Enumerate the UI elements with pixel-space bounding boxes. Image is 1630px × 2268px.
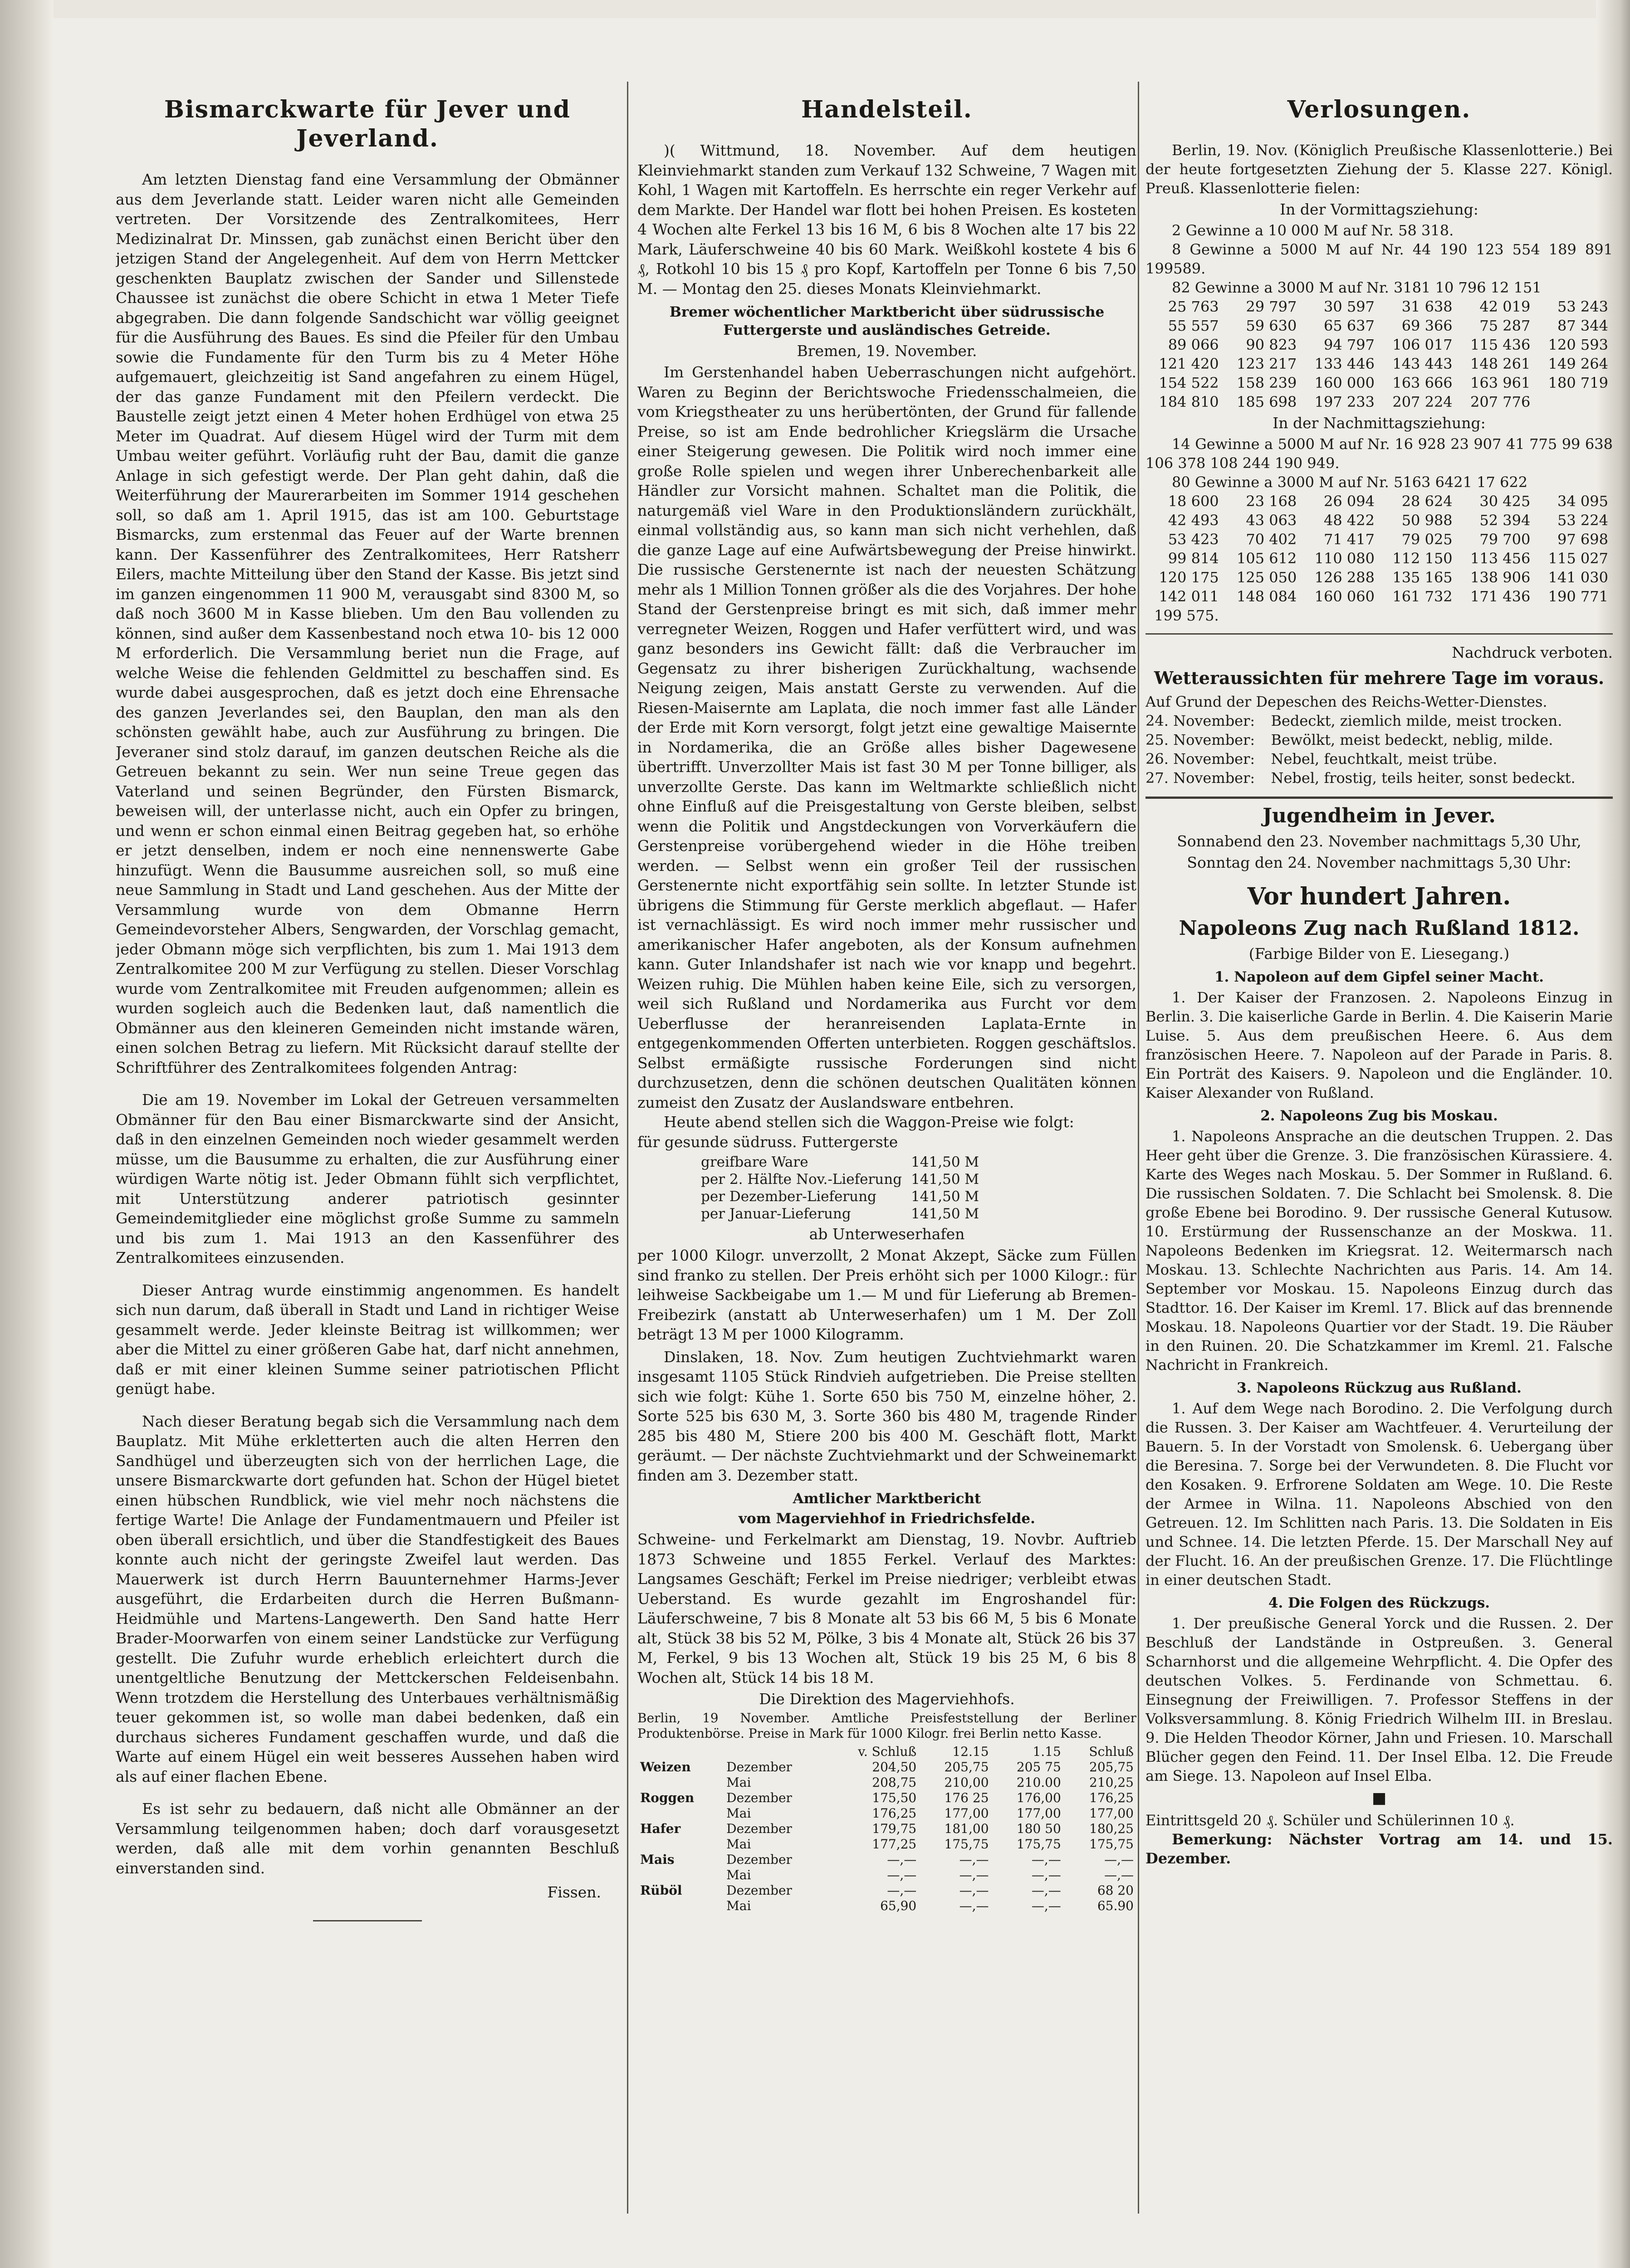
number-grid-afternoon — [1145, 492, 1613, 625]
lottery-number: 29 797 — [1246, 298, 1297, 315]
lottery-number: 30 597 — [1324, 298, 1375, 315]
bourse-table — [637, 1744, 1136, 1914]
lottery-number: 25 763 — [1168, 298, 1219, 315]
table-row: per Januar-Lieferung 141,50 M — [701, 1206, 979, 1222]
ornament-icon: ■ — [1371, 1789, 1387, 1807]
table-row: per 2. Hälfte Nov.-Lieferung 141,50 M — [701, 1171, 979, 1188]
lottery-number: 197 233 — [1314, 393, 1375, 411]
table-row: Mais Dezember —,— —,— —,— —,— — [640, 1852, 1134, 1867]
report-signature: Die Direktion des Magerviehhofs. — [759, 1690, 1015, 1708]
lottery-number: 160 060 — [1314, 588, 1375, 605]
lottery-number: 52 394 — [1479, 512, 1531, 529]
lottery-number: 43 063 — [1246, 512, 1297, 529]
lottery-intro: Berlin, 19. Nov. (Königlich Preußische Klassenlotterie.) Bei der heute fortgesetzten Ziehung der 5. Klasse 227. Königl. Preuß. Klassenlotterie fielen: — [1145, 142, 1613, 197]
table-row: 27. November: Nebel, frostig, teils heiter, sonst bedeckt. — [1145, 769, 1576, 787]
paragraph: Im Gerstenhandel haben Ueberraschungen nicht aufgehört. Waren zu Beginn der Berichtswoche Friedensschalmeien, die vom Kriegstheater zu uns herübertönten, der Grund für fallende Preise, so ist am Ende bedrohlicher Kriegslärm die Ursache einer Steigerung gewesen. Die Politik wird noch immer eine große Rolle spielen und wegen ihrer Unberechenbarkeit alle Händler zur Vorsicht mahnen. Schaltet man die Politik, die naturgemäß viel Ware in den Produktionsländern zurückhält, einmal vollständig aus, so kann man sich nicht verhehlen, daß die ganze Lage auf eine Aufwärtsbewegung der Preise hinwirkt. Die russische Gerstenernte ist nach der neuesten Schätzung mehr als 1 Million Tonnen größer als die des Vorjahres. Der hohe Stand der Gerstenpreise bringt es mit sich, daß immer mehr verregneter Weizen, Roggen und Hafer verfüttert wird, und was ganz besonders ins Gewicht fällt: daß die Verbraucher im Gegensatz zu ihrer bisherigen Zurückhaltung, wachsende Neigung zeigen, Mais anstatt Gerste zu verwenden. Auf die Riesen-Maisernte am Laplata, die noch immer fast alle Länder der Erde mit Korn versorgt, folgt jetzt eine gewaltige Maisernte in Nordamerika, die an Größe alles bisher Dagewesene übertrifft. Unverzollter Mais ist fast 30 M per Tonne billiger, als unverzollte Gerste. Das kann im Weltmarkte schließlich nicht ohne Einfluß auf die Preisgestaltung von Gerste bleiben, selbst wenn die Politik und Angstdeckungen von Vorverkäufern die Gerstenpreise vorübergehend wieder in die Höhe treiben werden. — Selbst wenn ein großer Teil der russischen Gerstenernte nicht exportfähig sein sollte. In letzter Stunde ist übrigens die Stimmung für Gerste merklich abgeflaut. — Hafer ist vernachlässigt. Es wird noch immer mehr russischer und amerikanischer Hafer angeboten, als der Konsum aufnehmen kann. Guter Inlandshafer ist nach wie vor knapp und begehrt. Weizen ruhig. Die Mühlen haben keine Eile, sich zu versorgen, weil sich Rußland und Nordamerika aus Furcht vor dem Ueberflusse der heranreisenden Laplata-Ernte in entgegenkommenden Offerten unterbieten. Roggen geschäftslos. Selbst ermäßigte russische Forderungen sind nicht durchzusetzen, denn die schönen deutschen Qualitäten können zumeist den Zusatz der Auslandsware entbehren. — [637, 363, 1136, 1111]
section-title: Verlosungen. — [1287, 96, 1471, 123]
page-binding-edge — [0, 0, 54, 2268]
paragraph: Am letzten Dienstag fand eine Versammlung der Obmänner aus dem Jeverlande statt. Leider waren nicht alle Gemeinden vertreten. Der Vorsitzende des Zentralkomitees, Herr Medizinalrat Dr. Minssen, gab zunächst einen Bericht über den jetzigen Stand der Angelegenheit. Auf dem von Herrn Mettcker geschenkten Bauplatz zwischen der Sander und Sillenstede Chaussee ist zunächst die obere Schicht in etwa 1 Meter Tiefe abgegraben. Die dann folgende Sandschicht war völlig geeignet für die Ausführung des Baues. Es sind die Pfeiler für den Umbau sowie die Fundamente für den Turm bis zu 4 Meter Höhe aufgemauert, gleichzeitig ist Sand angefahren zu einem Hügel, der das ganze Fundament mit den Pfeilern verdeckt. Die Baustelle zeigt jetzt einen 4 Meter hohen Erdhügel von etwa 25 Meter im Quadrat. Auf diesem Hügel wird der Turm mit dem Umbau weiter geführt. Vorläufig ruht der Bau, damit die ganze Anlage in sich gefestigt werde. Der Plan geht dahin, daß die Weiterführung der Maurerarbeiten im Sommer 1914 geschehen soll, so daß am 1. April 1915, das ist am 100. Geburtstage Bismarcks, zum erstenmal das Feuer auf der Warte brennen kann. Der Kassenführer des Zentralkomitees, Herr Ratsherr Eilers, machte Mitteilung über den Stand der Kasse. Bis jetzt sind im ganzen eingenommen 11 900 M, verausgabt sind 8300 M, so daß noch 3600 M in Kasse blieben. Um den Bau vollenden zu können, sind außer dem Kassenbestand noch etwa 10- bis 12 000 M erforderlich. Die Versammlung beriet nun die Frage, auf welche Weise die fehlenden Geldmittel zu beschaffen sind. Es wurde dabei ausgesprochen, daß es jetzt doch eine Ehrensache des ganzen Jeverlandes sei, den Bauplan, den man als den schönsten gewählt habe, auch zur Ausführung zu bringen. Die Jeveraner sind stolz darauf, im ganzen deutschen Reiche als die Getreuen bekannt zu sein. Wer nun seine Treue gegen das Vaterland und seinen Begründer, den Fürsten Bismarck, beweisen will, der unterlasse nicht, auch ein Opfer zu bringen, und wenn er schon einmal einen Beitrag gegeben hat, so erhöhe er jetzt denselben, indem er noch eine nennenswerte Gabe hinzufügt. Wenn die Bausumme ausreichen soll, so muß eine neue Sammlung in Stadt und Land geschehen. Aus der Mitte der Versammlung wurde von dem Obmanne Herrn Gemeindevorsteher Albers, Sengwarden, der Vorschlag gemacht, jeder Obmann möge sich verpflichten, bis zum 1. Mai 1913 dem Zentralkomitee 200 M zur Verfügung zu stellen. Dieser Vorschlag wurde vom Zentralkomitee mit Freuden aufgenommen; allein es wurden sogleich auch die Bedenken laut, daß namentlich die Obmänner aus den kleineren Gemeinden nicht imstande wären, einen solchen Betrag zu liefern. Mit Rücksicht darauf stellte der Schriftführer des Zentralkomitees folgenden Antrag: — [116, 171, 619, 1076]
lottery-number: 79 025 — [1401, 531, 1453, 548]
lottery-number: 133 446 — [1314, 355, 1375, 372]
lottery-number: 79 700 — [1479, 531, 1531, 548]
lottery-number: 171 436 — [1470, 588, 1531, 605]
report-title-bremen: Bremer wöchentlicher Marktbericht über südrussische Futtergerste und ausländisches Getreide. — [669, 304, 1105, 338]
lottery-number: 34 095 — [1557, 493, 1608, 510]
part-list: 1. Auf dem Wege nach Borodino. 2. Die Verfolgung durch die Russen. 3. Der Kaiser am Wachtfeuer. 4. Verurteilung der Bauern. 5. In der Vorstadt von Smolensk. 6. Uebergang über die Beresina. 7. Sorge bei der Verwundeten. 8. Die Flucht vor den Kosaken. 9. Erfrorene Soldaten am Wege. 10. Die Reste der Armee in Wilna. 11. Napoleons Abschied von den Getreuen. 12. Im Schlitten nach Paris. 13. Die Soldaten in Eis und Schnee. 14. Die letzten Pferde. 15. Der Marschall Ney auf der Flucht. 16. An der preußischen Grenze. 17. Die Flüchtlinge in einer deutschen Stadt. — [1145, 1400, 1613, 1589]
weather-title: Wetteraussichten für mehrere Tage im voraus. — [1154, 668, 1605, 688]
report-title-magerviehhof: Amtlicher Marktbericht — [793, 1491, 981, 1507]
column-rule-2 — [1138, 82, 1139, 2214]
lottery-number: 23 168 — [1246, 493, 1297, 510]
divider — [1145, 797, 1613, 799]
market-report-wittmund: )( Wittmund, 18. November. Auf dem heutigen Kleinviehmarkt standen zum Verkauf 132 Schweine, 7 Wagen mit Kohl, 1 Wagen mit Kartoffeln. Es herrschte ein reger Verkehr auf dem Markte. Der Handel war flott bei hohen Preisen. Es kosteten 4 Wochen alte Ferkel 13 bis 16 M, 6 bis 8 Wochen alte 17 bis 22 Mark, Läuferschweine 40 bis 60 Mark. Weißkohl kostete 4 bis 6 ₰, Rotkohl 10 bis 15 ₰ pro Kopf, Kartoffeln per Tonne 6 bis 7,50 M. — Montag den 25. dieses Monats Kleinviehmarkt. — [637, 142, 1136, 298]
table-row: Hafer Dezember 179,75 181,00 180 50 180,25 — [640, 1821, 1134, 1836]
table-row: per Dezember-Lieferung 141,50 M — [701, 1188, 979, 1205]
lottery-number: 120 593 — [1548, 336, 1608, 353]
column-handelsteil — [637, 77, 1136, 2218]
lottery-number: 126 288 — [1314, 569, 1375, 586]
lottery-number: 113 456 — [1470, 550, 1531, 567]
column-rule-1 — [627, 82, 628, 2214]
part-title: 2. Napoleons Zug bis Moskau. — [1260, 1108, 1498, 1124]
lottery-number: 30 425 — [1479, 493, 1531, 510]
lottery-number: 163 666 — [1392, 374, 1453, 391]
lottery-number: 142 011 — [1159, 588, 1219, 605]
lottery-number: 97 698 — [1557, 531, 1608, 548]
article-title: Bismarckwarte für Jever und Jeverland. — [164, 96, 571, 152]
part-list: 1. Der preußische General Yorck und die Russen. 2. Der Beschluß der Landstände in Ostpreußen. 3. General Scharnhorst und die allgemeine Wehrpflicht. 4. Die Opfer des deutschen Volkes. 5. Ferdinande von Schmettau. 6. Einsegnung der Freiwilligen. 7. Professor Steffens in der Volksversammlung. 8. König Friedrich Wilhelm III. in Breslau. 9. Die Helden Theodor Körner, Jahn und Friesen. 10. Marschall Blücher gegen den Feind. 11. Der Insel Elba. 12. Die Freude am Siege. 13. Napoleon auf Insel Elba. — [1145, 1615, 1613, 1784]
lottery-number: 180 719 — [1548, 374, 1608, 391]
lottery-number: 48 422 — [1324, 512, 1375, 529]
lottery-number: 105 612 — [1237, 550, 1297, 567]
table-row: 26. November: Nebel, feuchtkalt, meist trübe. — [1145, 750, 1498, 767]
table-row: Mai 176,25 177,00 177,00 177,00 — [726, 1806, 1134, 1821]
divider — [313, 1920, 422, 1921]
table-header-row: v. Schluß 12.15 1.15 Schluß — [858, 1744, 1134, 1759]
price-table-heading: für gesunde südruss. Futtergerste — [637, 1133, 898, 1151]
paragraph: per 1000 Kilogr. unverzollt, 2 Monat Akzept, Säcke zum Füllen sind franko zu stellen. Der Preis erhöht sich per 1000 Kilogr.: für leihweise Sackbeigabe um 1.— M und für Lieferung ab Bremen-Freibezirk (anstatt ab Unterweserhafen) um 1 M. Der Zoll beträgt 13 M per 1000 Kilogramm. — [637, 1246, 1136, 1343]
table-row: Roggen Dezember 175,50 176 25 176,00 176,25 — [640, 1790, 1134, 1805]
lottery-number: 190 771 — [1548, 588, 1608, 605]
part-title: 1. Napoleon auf dem Gipfel seiner Macht. — [1214, 969, 1544, 985]
column-verlosungen — [1145, 77, 1613, 2218]
lottery-number: 125 050 — [1237, 569, 1297, 586]
ad-credit: (Farbige Bilder von E. Liesegang.) — [1248, 945, 1510, 963]
prize-line: 14 Gewinne a 5000 M auf Nr. 16 928 23 907 41 775 99 638 106 378 108 244 190 949. — [1145, 435, 1613, 472]
price-table — [701, 1154, 988, 1222]
lottery-number: 110 080 — [1314, 550, 1375, 567]
lottery-number: 184 810 — [1159, 393, 1219, 411]
lottery-number: 115 436 — [1470, 336, 1531, 353]
prize-line: 80 Gewinne a 3000 M auf Nr. 5163 6421 17 622 — [1172, 474, 1528, 491]
table-row: Rüböl Dezember —,— —,— —,— 68 20 — [640, 1883, 1134, 1898]
reprint-notice: Nachdruck verboten. — [1452, 644, 1613, 661]
table-row: 25. November: Bewölkt, meist bedeckt, neblig, milde. — [1145, 731, 1553, 748]
lottery-number: 112 150 — [1392, 550, 1453, 567]
part-title: 4. Die Folgen des Rückzugs. — [1268, 1595, 1490, 1611]
lottery-number: 28 624 — [1401, 493, 1453, 510]
paragraph: Heute abend stellen sich die Waggon-Preise wie folgt: — [664, 1113, 1074, 1131]
lottery-number: 161 732 — [1392, 588, 1453, 605]
part-list: 1. Der Kaiser der Franzosen. 2. Napoleons Einzug in Berlin. 3. Die kaiserliche Garde in Berlin. 4. Die Kaiserin Marie Luise. 5. Aus dem preußischen Heere. 6. Aus dem französischen Heere. 7. Napoleon auf der Parade in Paris. 8. Ein Porträt des Kaisers. 9. Napoleon und die Engländer. 10. Kaiser Alexander von Rußland. — [1145, 989, 1613, 1101]
table-row: Mai 65,90 —,— —,— 65.90 — [726, 1898, 1134, 1913]
admission-line: Eintrittsgeld 20 ₰. Schüler und Schülerinnen 10 ₰. — [1145, 1812, 1515, 1829]
lottery-number: 99 814 — [1168, 550, 1219, 567]
table-row: Weizen Dezember 204,50 205,75 205 75 205,75 — [640, 1760, 1134, 1774]
lottery-number: 53 243 — [1557, 298, 1608, 315]
drawing-heading: In der Vormittagsziehung: — [1280, 200, 1478, 218]
lottery-number: 71 417 — [1324, 531, 1375, 548]
prize-line: 8 Gewinne a 5000 M auf Nr. 44 190 123 554 189 891 199589. — [1145, 241, 1613, 277]
paragraph: Schweine- und Ferkelmarkt am Dienstag, 19. Novbr. Auftrieb 1873 Schweine und 1855 Ferkel. Verlauf des Marktes: Langsames Geschäft; Ferkel im Preise niedriger; verbleibt etwas Ueberstand. Es wurde gezahlt im Engroshandel für: Läuferschweine, 7 bis 8 Monate alt 53 bis 66 M, 5 bis 6 Monate alt, Stück 38 bis 52 M, Pölke, 3 bis 4 Monate alt, Stück 26 bis 37 M, Ferkel, 9 bis 13 Wochen alt, Stück 19 bis 25 M, 6 bis 8 Wochen alt, Stück 14 bis 18 M. — [637, 1530, 1136, 1686]
report-subtitle-magerviehhof: vom Magerviehhof in Friedrichsfelde. — [739, 1510, 1035, 1527]
table-row: greifbare Ware 141,50 M — [701, 1154, 979, 1170]
table-row: Mai 208,75 210,00 210.00 210,25 — [726, 1775, 1134, 1790]
lottery-number: 53 423 — [1168, 531, 1219, 548]
lottery-number: 106 017 — [1392, 336, 1453, 353]
paragraph: Dieser Antrag wurde einstimmig angenommen. Es handelt sich nun darum, daß überall in Stadt und Land in richtiger Weise gesammelt werde. Jeder kleinste Beitrag ist willkommen; wer aber die Mittel zu einer größeren Gabe hat, darf nicht annehmen, daß er mit einer kleinen Summe seiner patriotischen Pflicht genügt habe. — [116, 1281, 619, 1398]
lottery-number: 53 224 — [1557, 512, 1608, 529]
market-report-dinslaken: Dinslaken, 18. Nov. Zum heutigen Zuchtviehmarkt waren insgesamt 1105 Stück Rindvieh aufgetrieben. Die Preise stellten sich wie folgt: Kühe 1. Sorte 650 bis 750 M, einzelne höher, 2. Sorte 525 bis 630 M, 3. Sorte 360 bis 480 M, tragende Rinder 285 bis 480 M, Stiere 200 bis 400 M. Geschäft flott, Markt geräumt. — Der nächste Zuchtviehmarkt und der Schweinemarkt finden am 3. Dezember statt. — [637, 1348, 1136, 1484]
lottery-number: 89 066 — [1168, 336, 1219, 353]
section-title: Handelsteil. — [801, 96, 973, 123]
table-row: Mai 177,25 175,75 175,75 175,75 — [726, 1837, 1134, 1852]
lottery-number: 158 239 — [1237, 374, 1297, 391]
author-signature: Fissen. — [547, 1883, 601, 1901]
lottery-number: 90 823 — [1246, 336, 1297, 353]
prize-line: 2 Gewinne a 10 000 M auf Nr. 58 318. — [1172, 222, 1454, 239]
divider — [1145, 633, 1613, 635]
bourse-intro: Berlin, 19 November. Amtliche Preisfeststellung der Berliner Produktenbörse. Preise in Mark für 1000 Kilogr. frei Berlin netto Kasse. — [637, 1711, 1136, 1741]
price-table-footer: ab Unterweserhafen — [809, 1225, 965, 1243]
ad-headline: Vor hundert Jahren. — [1247, 883, 1511, 910]
ad-subheadline: Napoleons Zug nach Rußland 1812. — [1179, 917, 1580, 940]
table-row: 24. November: Bedeckt, ziemlich milde, meist trocken. — [1145, 712, 1562, 729]
lottery-number: 121 420 — [1159, 355, 1219, 372]
part-title: 3. Napoleons Rückzug aus Rußland. — [1237, 1380, 1522, 1396]
lottery-number: 18 600 — [1168, 493, 1219, 510]
lottery-number: 199 575. — [1154, 607, 1219, 624]
lottery-number: 135 165 — [1392, 569, 1453, 586]
lottery-number: 42 019 — [1479, 298, 1531, 315]
lottery-number: 141 030 — [1548, 569, 1608, 586]
lottery-number: 65 637 — [1324, 317, 1375, 334]
lottery-number: 87 344 — [1557, 317, 1608, 334]
lottery-number: 143 443 — [1392, 355, 1453, 372]
lottery-number: 115 027 — [1548, 550, 1608, 567]
ad-title: Jugendheim in Jever. — [1263, 804, 1496, 827]
lottery-number: 69 366 — [1401, 317, 1453, 334]
remark-line: Bemerkung: Nächster Vortrag am 14. und 15. Dezember. — [1145, 1831, 1613, 1867]
lottery-number: 163 961 — [1470, 374, 1531, 391]
lottery-number: 149 264 — [1548, 355, 1608, 372]
lottery-number: 120 175 — [1159, 569, 1219, 586]
lottery-number: 148 261 — [1470, 355, 1531, 372]
lottery-number: 75 287 — [1479, 317, 1531, 334]
paragraph: Es ist sehr zu bedauern, daß nicht alle Obmänner an der Versammlung teilgenommen haben; doch darf vorausgesetzt werden, daß alle mit dem vorhin genannten Beschluß einverstanden sind. — [116, 1800, 619, 1877]
lottery-number: 70 402 — [1246, 531, 1297, 548]
prize-line: 82 Gewinne a 3000 M auf Nr. 3181 10 796 12 151 — [1172, 279, 1542, 296]
lottery-number: 94 797 — [1324, 336, 1375, 353]
lottery-number: 59 630 — [1246, 317, 1297, 334]
lottery-number: 123 217 — [1237, 355, 1297, 372]
lottery-number: 160 000 — [1314, 374, 1375, 391]
weather-intro: Auf Grund der Depeschen des Reichs-Wetter-Dienstes. — [1145, 693, 1547, 710]
dateline: Bremen, 19. November. — [797, 342, 977, 360]
lottery-number: 138 906 — [1470, 569, 1531, 586]
paragraph: Nach dieser Beratung begab sich die Versammlung nach dem Bauplatz. Mit Mühe erkletterten auch die alten Herren den Sandhügel und überzeugten sich von der herrlichen Lage, die unsere Bismarckwarte dort gefunden hat. Schon der Hügel bietet einen hübschen Rundblick, wie viel mehr noch nächstens die fertige Warte! Die Anlage der Fundamentmauern und Pfeiler ist oben überall ersichtlich, und über die Standfestigkeit des Baues konnte auch nicht der geringste Zweifel laut werden. Das Mauerwerk ist durch Herrn Bauunternehmer Harms-Jever ausgeführt, die Erdarbeiten durch die Herren Bußmann-Heidmühle und Martens-Langewerth. Den Sand hatte Herr Brader-Moorwarfen von einem seiner Landstücke zur Verfügung gestellt. Die Zufuhr wurde erheblich erleichtert durch die unentgeltliche Benutzung der Mettckerschen Feldeisenbahn. Wenn trotzdem die Herstellung des Unterbaues verhältnismäßig teuer gekommen ist, so wolle man dabei bedenken, daß ein durchaus sicheres Fundament geschaffen wurde, und daß die Warte auf einem Hügel ein weit besseres Aussehen haben wird als auf einer flachen Ebene. — [116, 1412, 619, 1785]
lottery-number: 50 988 — [1401, 512, 1453, 529]
ad-date: Sonntag den 24. November nachmittags 5,30 Uhr: — [1187, 854, 1571, 871]
lottery-number: 154 522 — [1159, 374, 1219, 391]
lottery-number: 31 638 — [1401, 298, 1453, 315]
lottery-number: 207 224 — [1392, 393, 1453, 411]
lottery-number: 55 557 — [1168, 317, 1219, 334]
part-list: 1. Napoleons Ansprache an die deutschen Truppen. 2. Das Heer geht über die Grenze. 3. Die französischen Kürassiere. 4. Karte des Weges nach Moskau. 5. Der Sommer in Rußland. 6. Die russischen Soldaten. 7. Die Schlacht bei Smolensk. 8. Die große Ebene bei Borodino. 9. Der russische General Kutusow. 10. Erstürmung der Russenschanze an der Moskwa. 11. Napoleons Bedenken im Kriegsrat. 12. Weitermarsch nach Moskau. 13. Schlechte Nachrichten aus Paris. 14. Am 14. September vor Moskau. 15. Napoleons Einzug durch das Stadttor. 16. Der Kaiser im Kreml. 17. Blick auf das brennende Moskau. 18. Napoleons Quartier vor der Stadt. 19. Die Räuber in den Ruinen. 20. Die Schatzkammer im Kreml. 21. Falsche Nachricht in Frankreich. — [1145, 1128, 1613, 1374]
lottery-number: 42 493 — [1168, 512, 1219, 529]
lottery-number: 26 094 — [1324, 493, 1375, 510]
lottery-number: 148 084 — [1237, 588, 1297, 605]
table-row: Mai —,— —,— —,— —,— — [726, 1867, 1134, 1882]
drawing-heading: In der Nachmittagsziehung: — [1273, 414, 1486, 432]
column-bismarckwarte — [116, 77, 619, 2218]
ad-date: Sonnabend den 23. November nachmittags 5,30 Uhr, — [1177, 832, 1581, 850]
number-grid-morning — [1145, 297, 1613, 411]
lottery-number: 185 698 — [1237, 393, 1297, 411]
forecast-table — [1145, 711, 1613, 787]
lottery-number: 207 776 — [1470, 393, 1531, 411]
paragraph: Die am 19. November im Lokal der Getreuen versammelten Obmänner für den Bau einer Bismarckwarte sind der Ansicht, daß in den einzelnen Gemeinden noch wieder gesammelt werden müsse, um die Bausumme zu erhalten, die zur Ausführung einer würdigen Warte nötig ist. Jeder Obmann fühlt sich verpflichtet, mit Unterstützung anderer patriotisch gesinnter Gemeindemitglieder eine möglichst große Summe zu sammeln und bis zum 1. Mai 1913 an den Kassenführer des Zentralkomitees einzusenden. — [116, 1091, 619, 1266]
